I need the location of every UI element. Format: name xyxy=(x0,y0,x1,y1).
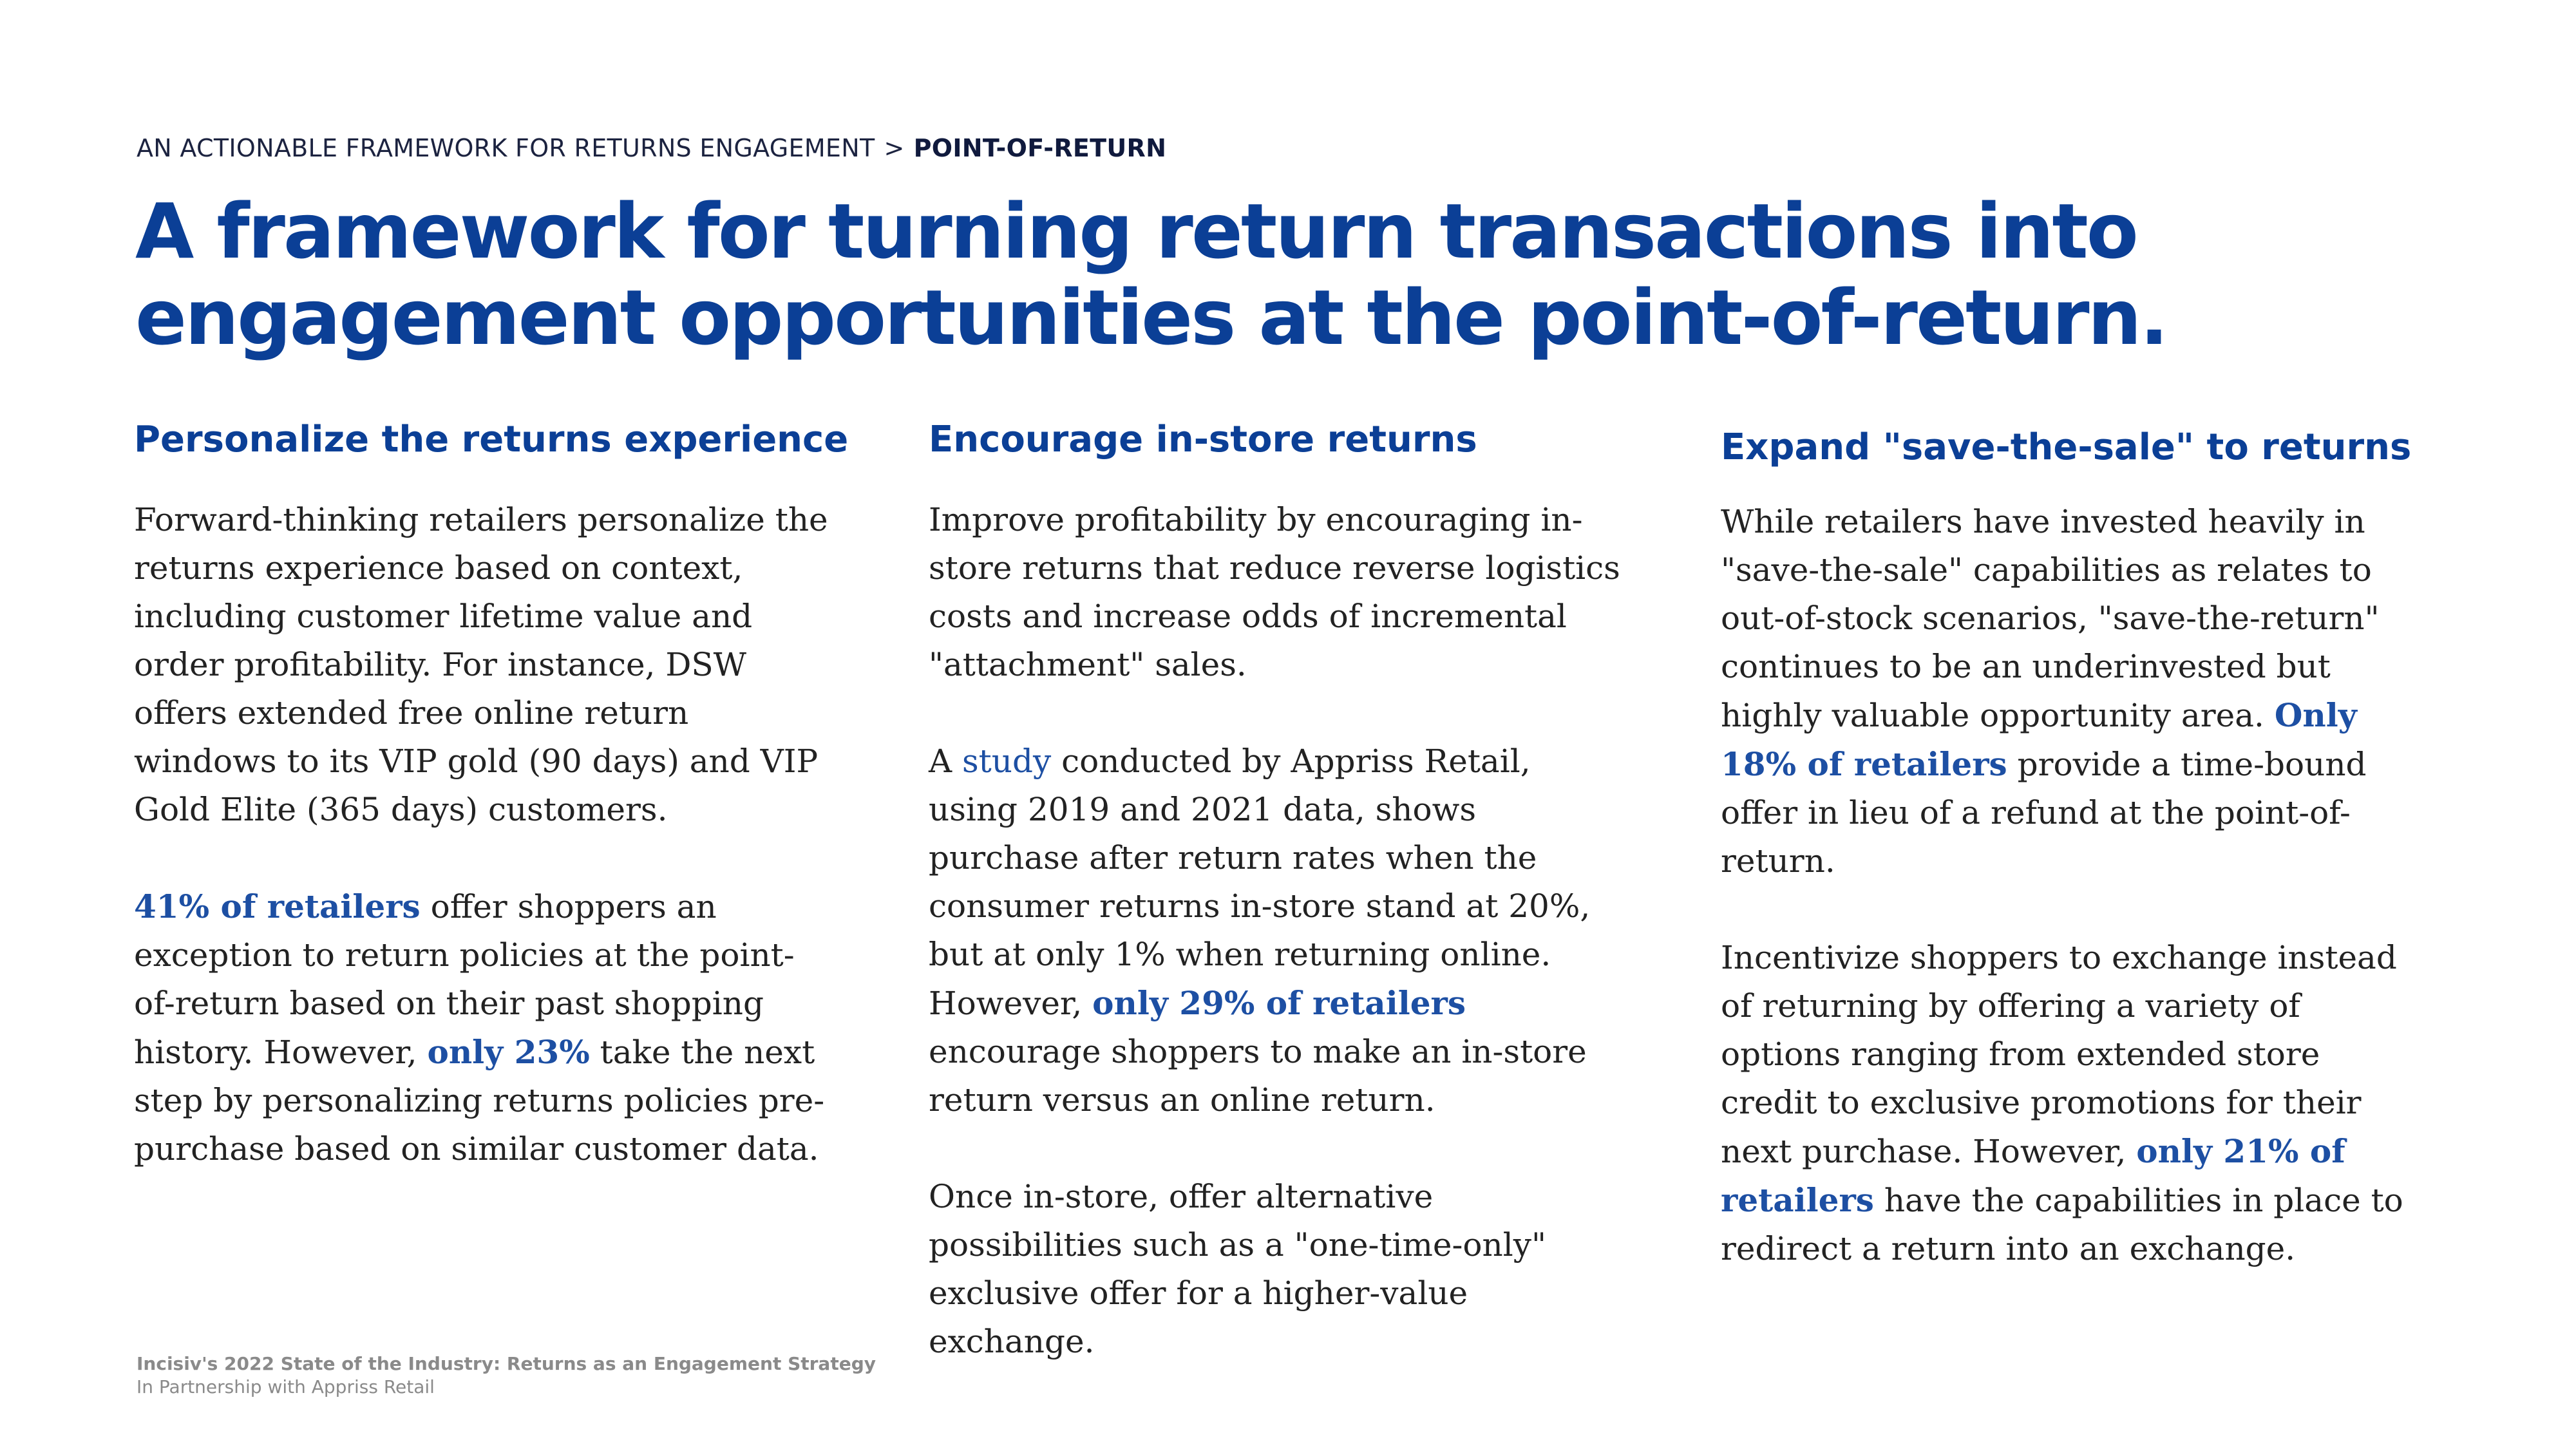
breadcrumb-separator: > xyxy=(884,134,905,162)
paragraph-text: Incentivize shoppers to exchange instead of returning by offering a variety of options ranging from extended store credit to exclusive promotions for their next purchase. However, xyxy=(1721,939,2397,1170)
footer-partnership: In Partnership with Appriss Retail xyxy=(137,1376,435,1397)
paragraph xyxy=(1721,934,2416,1273)
paragraph xyxy=(929,1173,1624,1366)
column-body xyxy=(929,496,1624,1414)
paragraph xyxy=(929,496,1624,689)
paragraph xyxy=(134,496,829,834)
paragraph-text: encourage shoppers to make an in-store return versus an online return. xyxy=(929,1033,1587,1119)
breadcrumb-section[interactable]: AN ACTIONABLE FRAMEWORK FOR RETURNS ENGAGEMENT xyxy=(137,134,875,162)
paragraph-text: offer shoppers an exception to return policies at the point-of-return based on their past shopping history. However, xyxy=(134,888,795,1071)
column-body xyxy=(134,496,829,1222)
footer-report-title: Incisiv's 2022 State of the Industry: Returns as an Engagement Strategy xyxy=(137,1353,876,1374)
stat-highlight: only 23% xyxy=(427,1033,590,1071)
paragraph-text: conducted by Appriss Retail, using 2019 and 2021 data, shows purchase after return rates when the consumer returns in-store stand at 20%, but at only 1% when returning online. However, xyxy=(929,743,1591,1022)
page-title: A framework for turning return transactions into engagement opportunities at the point-of-return. xyxy=(135,187,2167,362)
paragraph-text: Once in-store, offer alternative possibilities such as a "one-time-only" exclusive offer for a higher-value exchange. xyxy=(929,1178,1546,1360)
paragraph-text: provide a time-bound offer in lieu of a refund at the point-of-return. xyxy=(1721,746,2367,880)
breadcrumb xyxy=(137,134,1166,162)
study-link[interactable]: study xyxy=(962,743,1052,780)
paragraph-text: have the capabilities in place to redirect a return into an exchange. xyxy=(1721,1182,2403,1267)
stat-highlight: only 21% of retailers xyxy=(1721,1132,2345,1219)
paragraph-text: A xyxy=(929,743,963,780)
paragraph xyxy=(1721,498,2416,886)
paragraph-text: take the next step by personalizing returns policies pre-purchase based on similar customer data. xyxy=(134,1034,825,1168)
paragraph xyxy=(929,737,1624,1124)
paragraph-text: Forward-thinking retailers personalize the returns experience based on context, including customer lifetime value and order profitability. For instance, DSW offers extended free online return windows to its VIP gold (90 days) and VIP Gold Elite (365 days) customers. xyxy=(134,501,828,828)
stat-highlight: 41% of retailers xyxy=(134,887,421,925)
column-heading: Personalize the returns experience xyxy=(134,419,849,460)
column-heading: Expand "save-the-sale" to returns xyxy=(1721,426,2412,468)
stat-highlight: Only 18% of retailers xyxy=(1721,696,2357,783)
column-heading: Encourage in-store returns xyxy=(929,419,1477,460)
breadcrumb-current: POINT-OF-RETURN xyxy=(913,134,1167,162)
paragraph-text: Improve profitability by encouraging in-store returns that reduce reverse logistics costs and increase odds of incremental "attachment" sales. xyxy=(929,501,1620,683)
paragraph-text: While retailers have invested heavily in "save-the-sale" capabilities as relates to out-of-stock scenarios, "save-the-return" continues to be an underinvested but highly valuable opportunity area. xyxy=(1721,503,2380,734)
column-body xyxy=(1721,498,2416,1321)
footer-source xyxy=(137,1352,876,1399)
stat-highlight: only 29% of retailers xyxy=(1092,984,1466,1022)
paragraph xyxy=(134,882,829,1173)
